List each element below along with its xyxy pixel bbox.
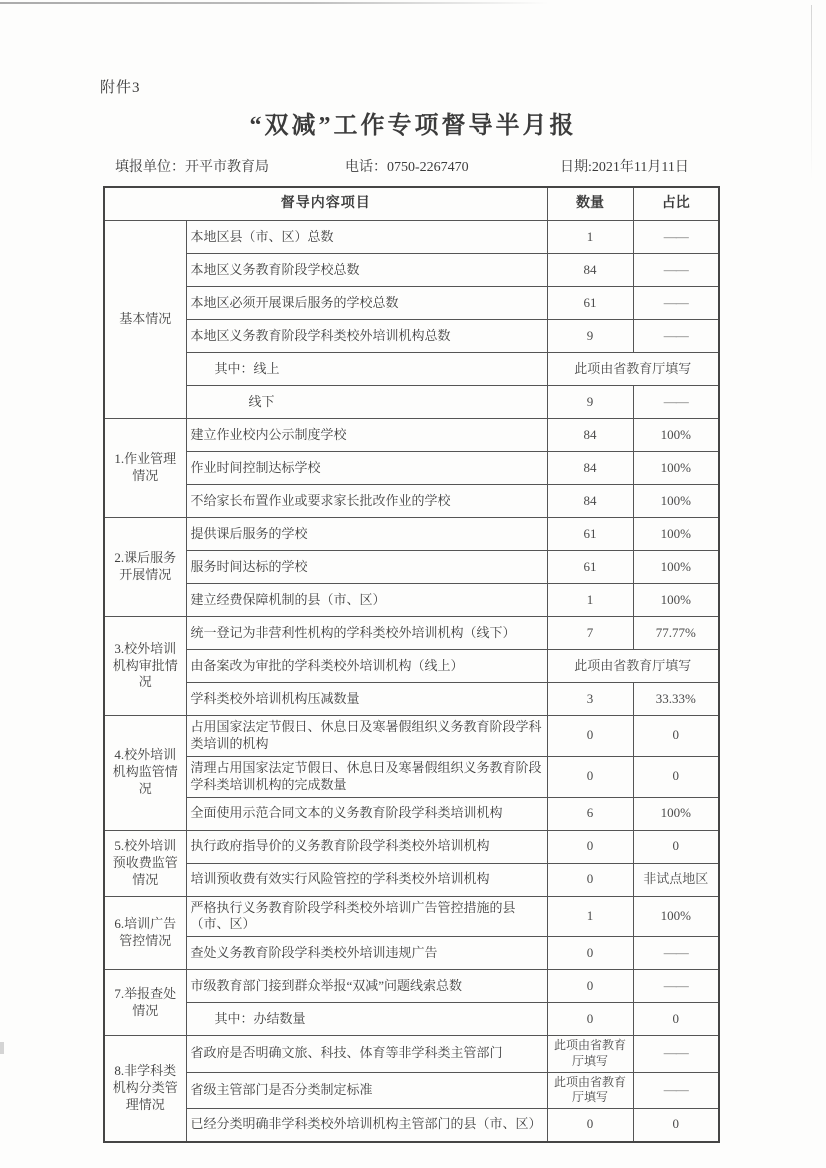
table-row <box>104 353 719 386</box>
item-cell: 学科类校外培训机构压减数量 <box>186 683 547 716</box>
quantity-cell: 1 <box>547 221 633 254</box>
item-cell: 市级教育部门接到群众举报“双减”问题线索总数 <box>186 970 547 1003</box>
ratio-cell: —— <box>633 1036 719 1072</box>
quantity-cell: 此项由省教育厅填写 <box>547 1036 633 1072</box>
item-cell: 本地区义务教育阶段学科类校外培训机构总数 <box>186 320 547 353</box>
item-cell: 清理占用国家法定节假日、休息日及寒暑假组织义务教育阶段学科类培训机构的完成数量 <box>186 756 547 797</box>
quantity-cell: 0 <box>547 756 633 797</box>
attachment-label: 附件3 <box>100 80 141 96</box>
category-cell: 3.校外培训机构审批情况 <box>104 617 186 716</box>
table-row <box>104 797 719 830</box>
table-row <box>104 518 719 551</box>
ratio-cell: —— <box>633 937 719 970</box>
category-cell: 8.非学科类机构分类管理情况 <box>104 1036 186 1142</box>
item-cell: 建立经费保障机制的县（市、区） <box>186 584 547 617</box>
quantity-cell: 61 <box>547 287 633 320</box>
table-row <box>104 937 719 970</box>
quantity-cell: 0 <box>547 937 633 970</box>
item-cell: 占用国家法定节假日、休息日及寒暑假组织义务教育阶段学科类培训的机构 <box>186 716 547 757</box>
item-cell: 查处义务教育阶段学科类校外培训违规广告 <box>186 937 547 970</box>
item-cell: 本地区必须开展课后服务的学校总数 <box>186 287 547 320</box>
category-cell: 2.课后服务开展情况 <box>104 518 186 617</box>
item-cell: 省政府是否明确文旅、科技、体育等非学科类主管部门 <box>186 1036 547 1072</box>
quantity-cell: 61 <box>547 551 633 584</box>
ratio-cell: —— <box>633 1072 719 1108</box>
table-row <box>104 650 719 683</box>
quantity-cell: 9 <box>547 320 633 353</box>
quantity-cell: 84 <box>547 419 633 452</box>
ratio-cell: 100% <box>633 551 719 584</box>
item-cell: 其中：线上 <box>186 353 547 386</box>
ratio-cell: —— <box>633 221 719 254</box>
quantity-cell: 84 <box>547 485 633 518</box>
table-row <box>104 452 719 485</box>
table-row <box>104 221 719 254</box>
category-cell: 基本情况 <box>104 221 186 419</box>
table-row <box>104 1003 719 1036</box>
phone-label: 电话：0750-2267470 <box>345 160 469 175</box>
ratio-cell: 100% <box>633 518 719 551</box>
quantity-cell: 7 <box>547 617 633 650</box>
ratio-cell: 非试点地区 <box>633 863 719 896</box>
ratio-cell: 0 <box>633 1003 719 1036</box>
category-cell: 1.作业管理情况 <box>104 419 186 518</box>
table-row <box>104 254 719 287</box>
quantity-cell: 0 <box>547 1003 633 1036</box>
quantity-cell: 3 <box>547 683 633 716</box>
table-row <box>104 1036 719 1072</box>
table-row <box>104 419 719 452</box>
table-row <box>104 551 719 584</box>
quantity-cell: 0 <box>547 970 633 1003</box>
category-cell: 7.举报查处情况 <box>104 970 186 1036</box>
ratio-cell: 0 <box>633 830 719 863</box>
item-cell: 线下 <box>186 386 547 419</box>
ratio-cell: 77.77% <box>633 617 719 650</box>
province-note-cell: 此项由省教育厅填写 <box>547 650 719 683</box>
table-row <box>104 584 719 617</box>
category-cell: 4.校外培训机构监管情况 <box>104 716 186 831</box>
reporting-unit-label: 填报单位：开平市教育局 <box>115 160 269 175</box>
quantity-cell: 此项由省教育厅填写 <box>547 1072 633 1108</box>
quantity-cell: 1 <box>547 584 633 617</box>
table-row <box>104 320 719 353</box>
table-row <box>104 756 719 797</box>
table-row <box>104 716 719 757</box>
item-cell: 作业时间控制达标学校 <box>186 452 547 485</box>
table-row <box>104 830 719 863</box>
report-table-body <box>104 221 719 1142</box>
date-label: 日期:2021年11月11日 <box>560 160 689 175</box>
ratio-cell: —— <box>633 320 719 353</box>
ratio-cell: 0 <box>633 756 719 797</box>
category-cell: 6.培训广告管控情况 <box>104 896 186 970</box>
ratio-cell: 100% <box>633 896 719 937</box>
ratio-cell: —— <box>633 970 719 1003</box>
table-header-row <box>104 187 719 221</box>
item-cell: 已经分类明确非学科类校外培训机构主管部门的县（市、区） <box>186 1108 547 1142</box>
item-cell: 统一登记为非营利性机构的学科类校外培训机构（线下） <box>186 617 547 650</box>
item-cell: 培训预收费有效实行风险管控的学科类校外培训机构 <box>186 863 547 896</box>
quantity-cell: 0 <box>547 1108 633 1142</box>
ratio-cell: 100% <box>633 584 719 617</box>
ratio-cell: 0 <box>633 1108 719 1142</box>
item-cell: 其中：办结数量 <box>186 1003 547 1036</box>
table-row <box>104 485 719 518</box>
table-row <box>104 617 719 650</box>
scan-artifact-left-mark <box>0 1042 4 1054</box>
ratio-cell: —— <box>633 386 719 419</box>
ratio-cell: 100% <box>633 452 719 485</box>
item-cell: 执行政府指导价的义务教育阶段学科类校外培训机构 <box>186 830 547 863</box>
ratio-cell: —— <box>633 254 719 287</box>
table-row <box>104 386 719 419</box>
table-row <box>104 1072 719 1108</box>
supervision-report-table <box>103 186 720 1143</box>
quantity-cell: 0 <box>547 716 633 757</box>
item-cell: 服务时间达标的学校 <box>186 551 547 584</box>
quantity-cell: 9 <box>547 386 633 419</box>
page-title: “双减”工作专项督导半月报 <box>249 113 577 139</box>
quantity-cell: 0 <box>547 863 633 896</box>
ratio-cell: 100% <box>633 419 719 452</box>
scan-artifact-right-line <box>811 5 812 180</box>
table-row <box>104 896 719 937</box>
table-row <box>104 287 719 320</box>
category-cell: 5.校外培训预收费监管情况 <box>104 830 186 896</box>
item-cell: 不给家长布置作业或要求家长批改作业的学校 <box>186 485 547 518</box>
table-row <box>104 863 719 896</box>
quantity-cell: 84 <box>547 452 633 485</box>
item-cell: 严格执行义务教育阶段学科类校外培训广告管控措施的县（市、区） <box>186 896 547 937</box>
ratio-cell: 100% <box>633 797 719 830</box>
table-row <box>104 970 719 1003</box>
ratio-cell: 0 <box>633 716 719 757</box>
item-cell: 本地区义务教育阶段学校总数 <box>186 254 547 287</box>
ratio-cell: 33.33% <box>633 683 719 716</box>
quantity-cell: 0 <box>547 830 633 863</box>
item-cell: 全面使用示范合同文本的义务教育阶段学科类培训机构 <box>186 797 547 830</box>
table-row <box>104 683 719 716</box>
item-cell: 省级主管部门是否分类制定标准 <box>186 1072 547 1108</box>
ratio-cell: —— <box>633 287 719 320</box>
quantity-cell: 61 <box>547 518 633 551</box>
item-cell: 本地区县（市、区）总数 <box>186 221 547 254</box>
header-item-column: 督导内容项目 <box>104 187 547 221</box>
report-meta-row <box>0 156 826 176</box>
item-cell: 提供课后服务的学校 <box>186 518 547 551</box>
item-cell: 由备案改为审批的学科类校外培训机构（线上） <box>186 650 547 683</box>
quantity-cell: 84 <box>547 254 633 287</box>
scan-artifact-top-line <box>0 2 560 4</box>
quantity-cell: 6 <box>547 797 633 830</box>
header-ratio-column: 占比 <box>633 187 719 221</box>
item-cell: 建立作业校内公示制度学校 <box>186 419 547 452</box>
quantity-cell: 1 <box>547 896 633 937</box>
ratio-cell: 100% <box>633 485 719 518</box>
table-row <box>104 1108 719 1142</box>
header-quantity-column: 数量 <box>547 187 633 221</box>
province-note-cell: 此项由省教育厅填写 <box>547 353 719 386</box>
